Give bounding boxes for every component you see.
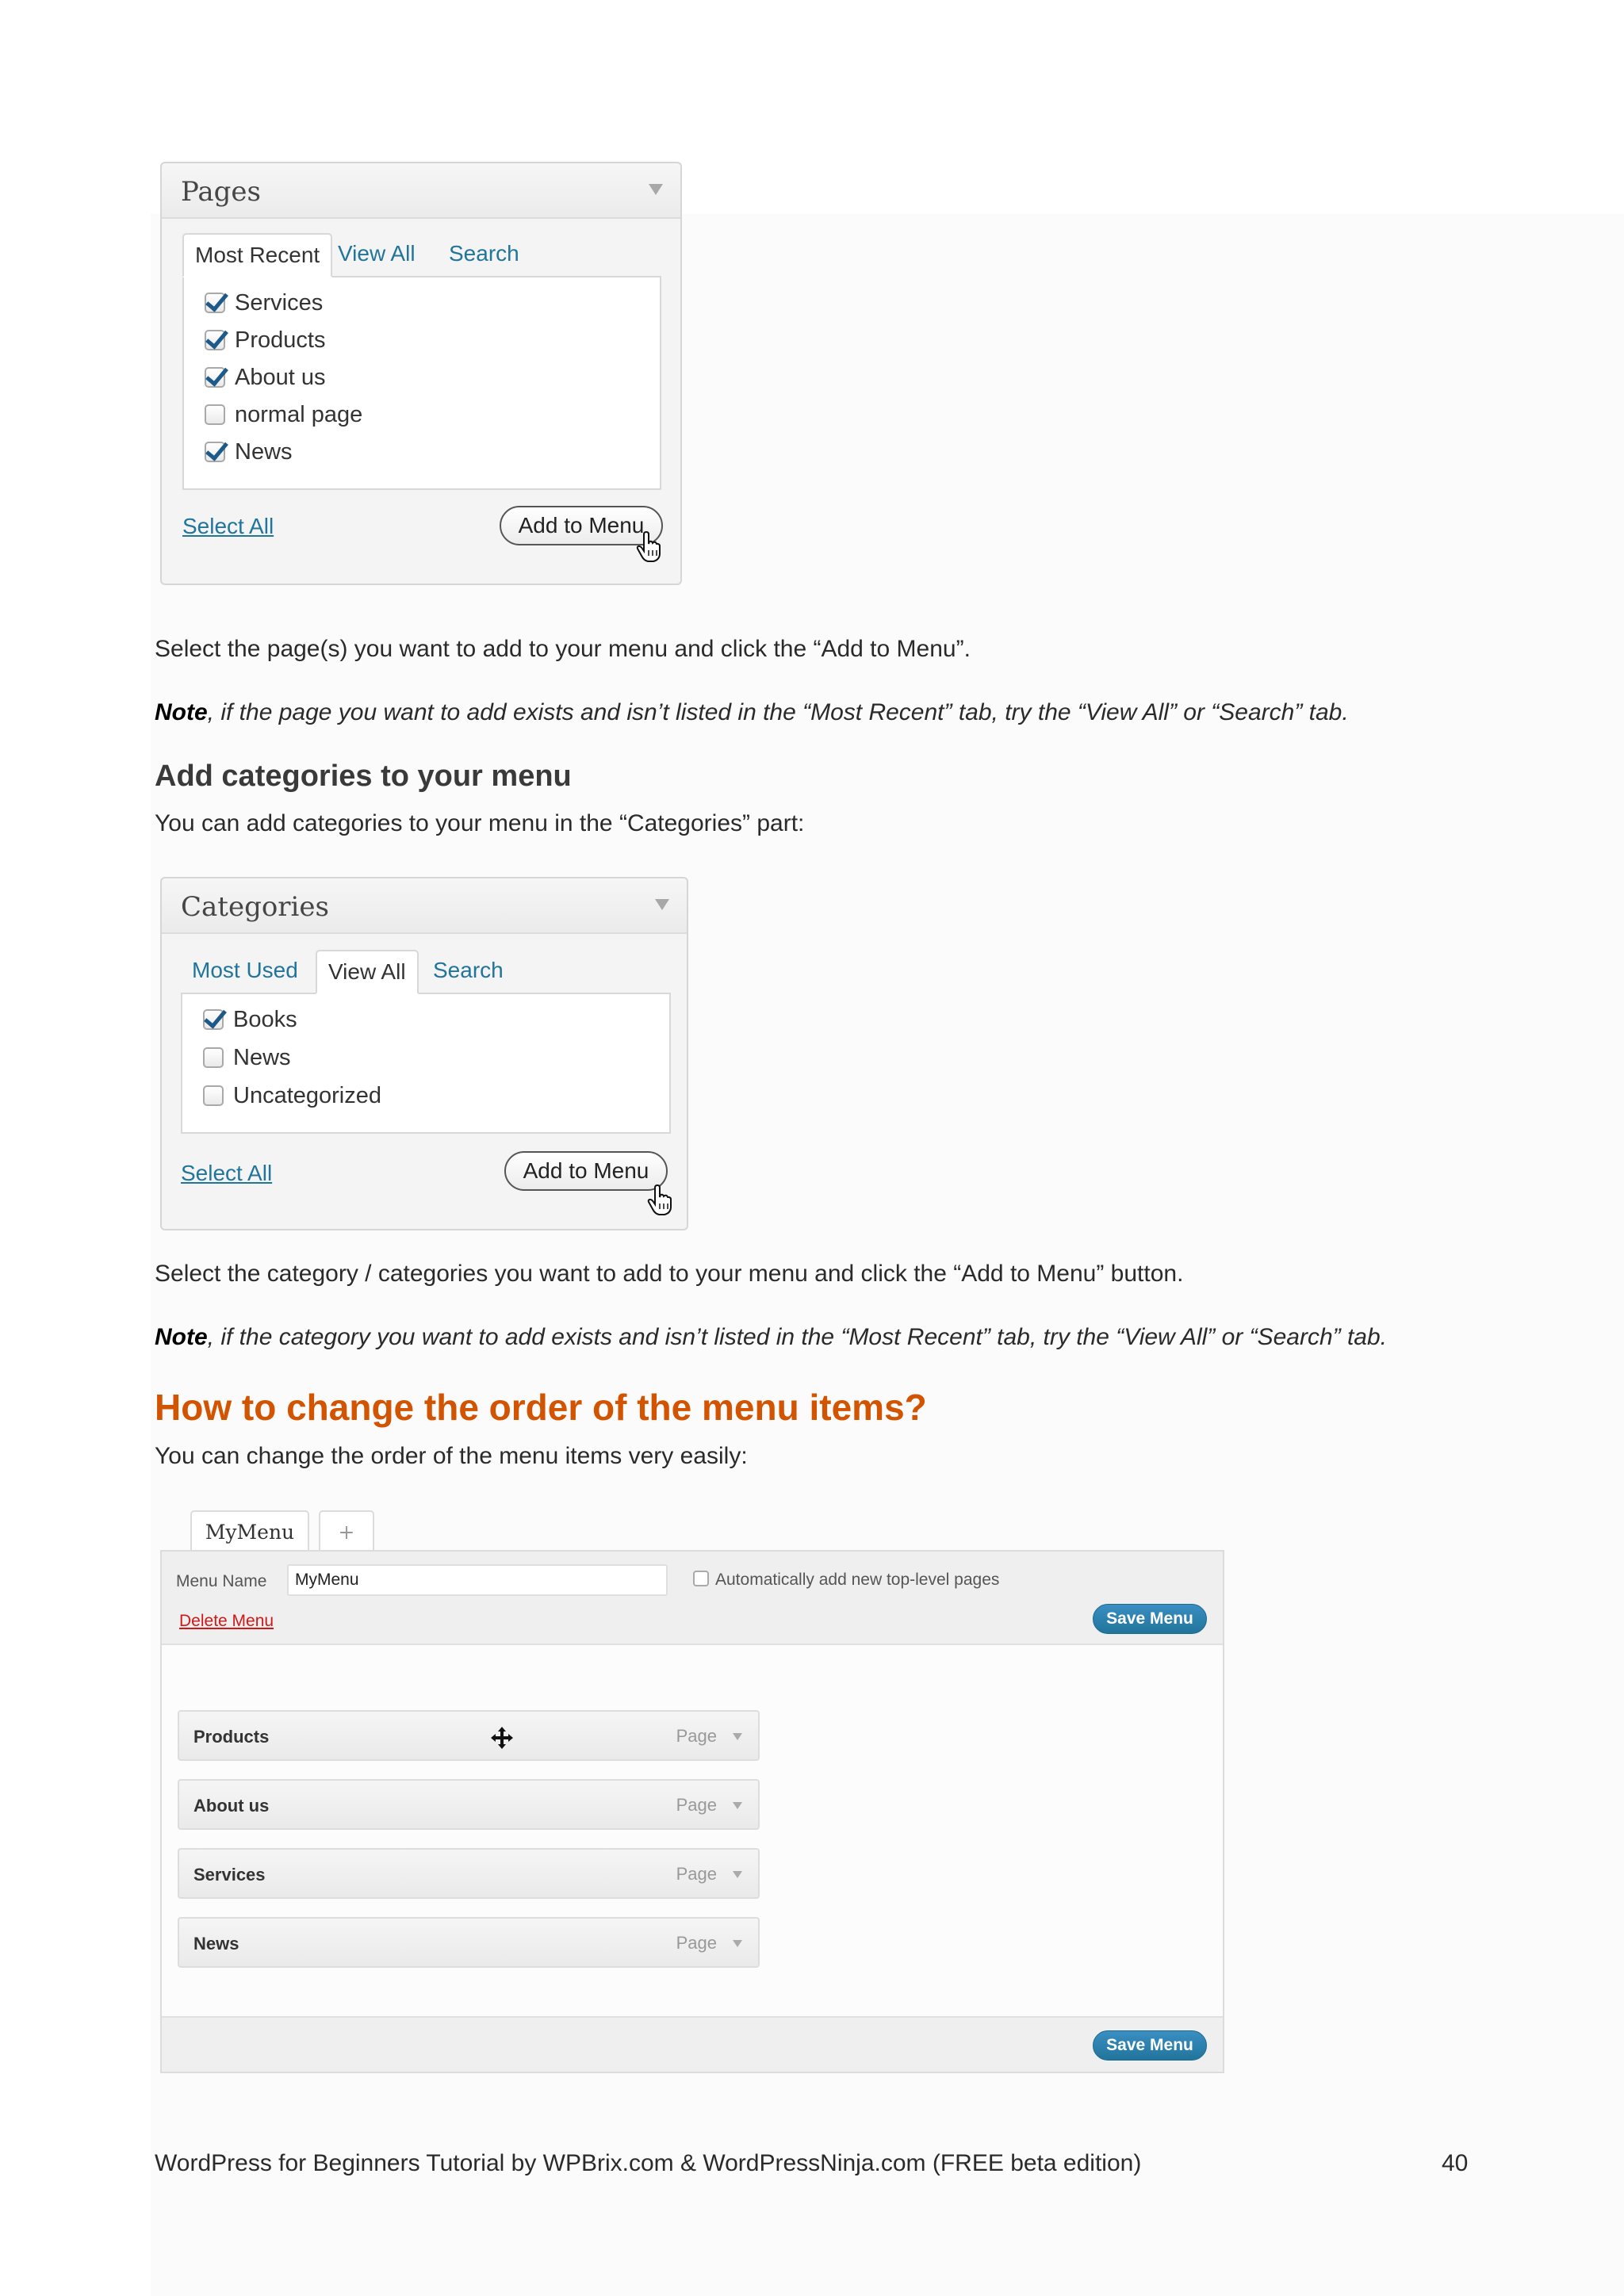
checkbox[interactable] <box>203 1085 224 1106</box>
tab-most-recent[interactable]: Most Recent <box>182 233 332 277</box>
note-label: Note <box>155 699 208 725</box>
checkbox[interactable] <box>203 1009 224 1030</box>
expand-arrow-icon[interactable] <box>733 1802 742 1809</box>
hand-pointer-icon <box>636 531 661 563</box>
intro-paragraph: You can add categories to your menu in the “Categories” part: <box>155 810 805 836</box>
save-menu-button[interactable]: Save Menu <box>1093 1604 1207 1634</box>
instruction-paragraph: Select the page(s) you want to add to your menu and click the “Add to Menu”. <box>155 636 971 662</box>
checklist-item[interactable] <box>205 289 323 317</box>
checklist-item-label: Products <box>235 327 326 353</box>
checklist-item[interactable] <box>203 1081 381 1110</box>
checklist-item[interactable] <box>205 326 325 354</box>
checklist-item-label: About us <box>235 364 326 390</box>
add-to-menu-button[interactable]: Add to Menu <box>504 1151 668 1191</box>
auto-add-label: Automatically add new top-level pages <box>715 1571 1000 1589</box>
checklist-item[interactable] <box>205 363 325 392</box>
pages-metabox-header[interactable] <box>162 163 680 219</box>
checklist-item-label: Uncategorized <box>233 1082 381 1108</box>
menu-item-title: Products <box>193 1727 270 1747</box>
menu-editor-header <box>162 1552 1223 1645</box>
expand-arrow-icon[interactable] <box>733 1871 742 1878</box>
pages-metabox-title: Pages <box>181 176 261 208</box>
tab-most-used[interactable]: Most Used <box>192 958 298 982</box>
note-text: , if the category you want to add exists and isn’t listed in the “Most Recent” tab, try the “View All” or “Search” tab. <box>207 1324 1388 1350</box>
pages-tab-panel <box>182 276 661 490</box>
checklist-item-label: Services <box>235 289 324 316</box>
menu-name-label: Menu Name <box>176 1572 267 1590</box>
tab-search[interactable]: Search <box>433 958 504 982</box>
menu-item[interactable] <box>178 1848 760 1899</box>
checklist-item[interactable] <box>203 1043 291 1072</box>
menu-item-title: News <box>193 1934 239 1954</box>
checklist-item-label: Books <box>233 1006 297 1032</box>
menu-name-input[interactable]: MyMenu <box>287 1564 668 1596</box>
select-all-link[interactable]: Select All <box>182 514 274 538</box>
instruction-paragraph: Select the category / categories you want to add to your menu and click the “Add to Menu” button. <box>155 1261 1184 1287</box>
collapse-arrow-icon[interactable] <box>655 899 669 910</box>
note-paragraph <box>155 1324 1387 1351</box>
checkbox[interactable] <box>205 367 225 388</box>
checkbox[interactable] <box>205 404 225 425</box>
note-label: Note <box>155 1324 208 1350</box>
add-to-menu-button[interactable]: Add to Menu <box>500 506 663 545</box>
page-number: 40 <box>1442 2150 1469 2176</box>
intro-paragraph: You can change the order of the menu items very easily: <box>155 1443 748 1469</box>
section-heading: How to change the order of the menu items? <box>155 1387 927 1428</box>
hand-pointer-icon <box>647 1184 672 1216</box>
categories-tab-panel <box>181 993 671 1134</box>
checklist-item-label: News <box>233 1044 291 1070</box>
menu-item[interactable] <box>178 1710 760 1761</box>
footer-text: WordPress for Beginners Tutorial by WPBrix.com & WordPressNinja.com (FREE beta edition) <box>155 2150 1142 2176</box>
select-all-link[interactable]: Select All <box>181 1161 273 1185</box>
delete-menu-link[interactable]: Delete Menu <box>179 1612 274 1630</box>
menu-item-title: About us <box>193 1796 270 1816</box>
menu-editor-footer <box>162 2016 1223 2072</box>
checklist-item-label: News <box>235 438 293 465</box>
collapse-arrow-icon[interactable] <box>649 184 663 195</box>
note-text: , if the page you want to add exists and isn’t listed in the “Most Recent” tab, try the “View All” or “Search” tab. <box>207 699 1349 725</box>
categories-metabox <box>160 877 688 1230</box>
checkbox[interactable] <box>205 442 225 462</box>
expand-arrow-icon[interactable] <box>733 1940 742 1947</box>
categories-metabox-title: Categories <box>181 891 329 923</box>
menu-editor <box>160 1550 1224 2073</box>
checklist-item-label: normal page <box>235 401 363 427</box>
checkbox[interactable] <box>205 293 225 313</box>
save-menu-button[interactable]: Save Menu <box>1093 2030 1207 2061</box>
checklist-item[interactable] <box>205 400 362 429</box>
add-menu-tab[interactable]: + <box>319 1510 374 1552</box>
tab-mymenu[interactable]: MyMenu <box>190 1510 309 1552</box>
menu-item[interactable] <box>178 1779 760 1830</box>
menu-item-type: Page <box>676 1933 717 1953</box>
section-heading: Add categories to your menu <box>155 760 572 793</box>
menu-item-type: Page <box>676 1864 717 1884</box>
tab-view-all[interactable]: View All <box>338 241 416 266</box>
auto-add-checkbox[interactable] <box>693 1571 709 1586</box>
menu-item-type: Page <box>676 1726 717 1746</box>
menu-item-type: Page <box>676 1795 717 1815</box>
categories-metabox-header[interactable] <box>162 878 687 934</box>
menu-item-title: Services <box>193 1865 266 1885</box>
tab-view-all[interactable]: View All <box>316 950 419 994</box>
move-cursor-icon <box>490 1726 514 1750</box>
checkbox[interactable] <box>205 330 225 350</box>
checkbox[interactable] <box>203 1047 224 1068</box>
note-paragraph <box>155 699 1349 726</box>
checklist-item[interactable] <box>205 438 293 466</box>
expand-arrow-icon[interactable] <box>733 1733 742 1740</box>
pages-metabox <box>160 162 682 585</box>
menu-item[interactable] <box>178 1917 760 1968</box>
tab-search[interactable]: Search <box>449 241 519 266</box>
checklist-item[interactable] <box>203 1005 297 1034</box>
